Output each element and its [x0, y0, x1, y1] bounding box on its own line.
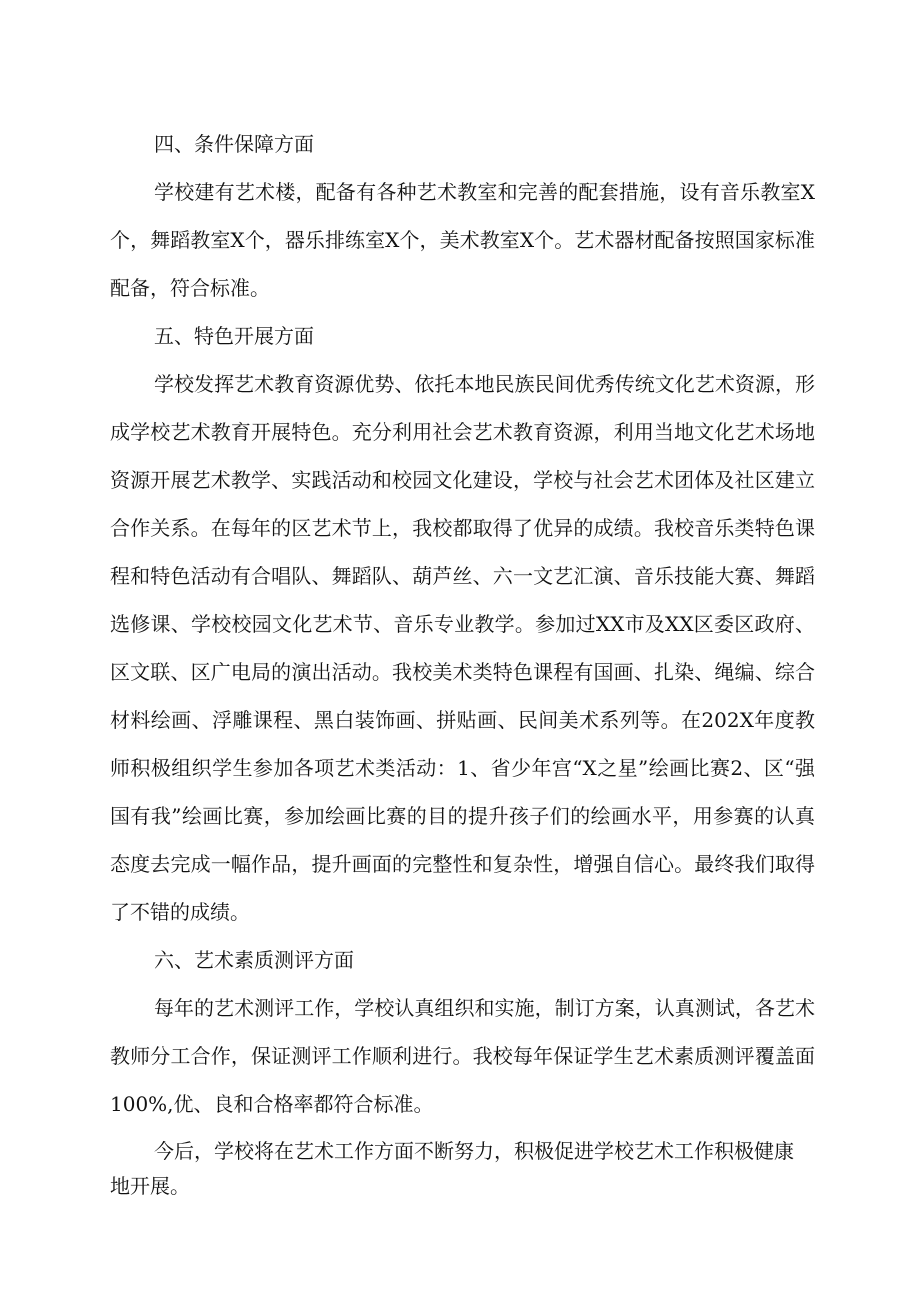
section-heading-features: 五、特色开展方面 [154, 324, 314, 348]
section-body-features: 学校发挥艺术教育资源优势、依托本地民族民间优秀传统文化艺术资源，形成学校艺术教育开展特色。充分利用社会艺术教育资源，利用当地文化艺术场地资源开展艺术教学、实践活动和校园文化建设，学校与社会艺术团体及社区建立合作关系。在每年的区艺术节上，我校都取得了优异的成绩。我校音乐类特色课程和特色活动有合唱队、舞蹈队、葫芦丝、六一文艺汇演、音乐技能大赛、舞蹈选修课、学校校园文化艺术节、音乐专业教学。参加过XX市及XX区委区政府、区文联、区广电局的演出活动。我校美术类特色课程有国画、扎染、绳编、综合材料绘画、浮雕课程、黑白装饰画、拼贴画、民间美术系列等。在202X年度教师积极组织学生参加各项艺术类活动：1、省少年宫“X之星”绘画比赛2、区“强国有我”绘画比赛，参加绘画比赛的目的提升孩子们的绘画水平，用参赛的认真态度去完成一幅作品，提升画面的完整性和复杂性，增强自信心。最终我们取得了不错的成绩。 [110, 372, 815, 924]
closing-paragraph: 今后，学校将在艺术工作方面不断努力，积极促进学校艺术工作积极健康地开展。 [110, 1139, 794, 1198]
section-body-conditions: 学校建有艺术楼，配备有各种艺术教室和完善的配套措施，设有音乐教室X个，舞蹈教室X个，器乐排练室X个，美术教室X个。艺术器材配备按照国家标准配备，符合标准。 [110, 180, 815, 300]
section-heading-conditions: 四、条件保障方面 [154, 132, 314, 156]
section-body-assessment: 每年的艺术测评工作，学校认真组织和实施，制订方案，认真测试，各艺术教师分工合作，保证测评工作顺利进行。我校每年保证学生艺术素质测评覆盖面100%,优、良和合格率都符合标准。 [110, 996, 815, 1116]
document-page [110, 120, 815, 1204]
section-heading-assessment: 六、艺术素质测评方面 [154, 948, 354, 972]
